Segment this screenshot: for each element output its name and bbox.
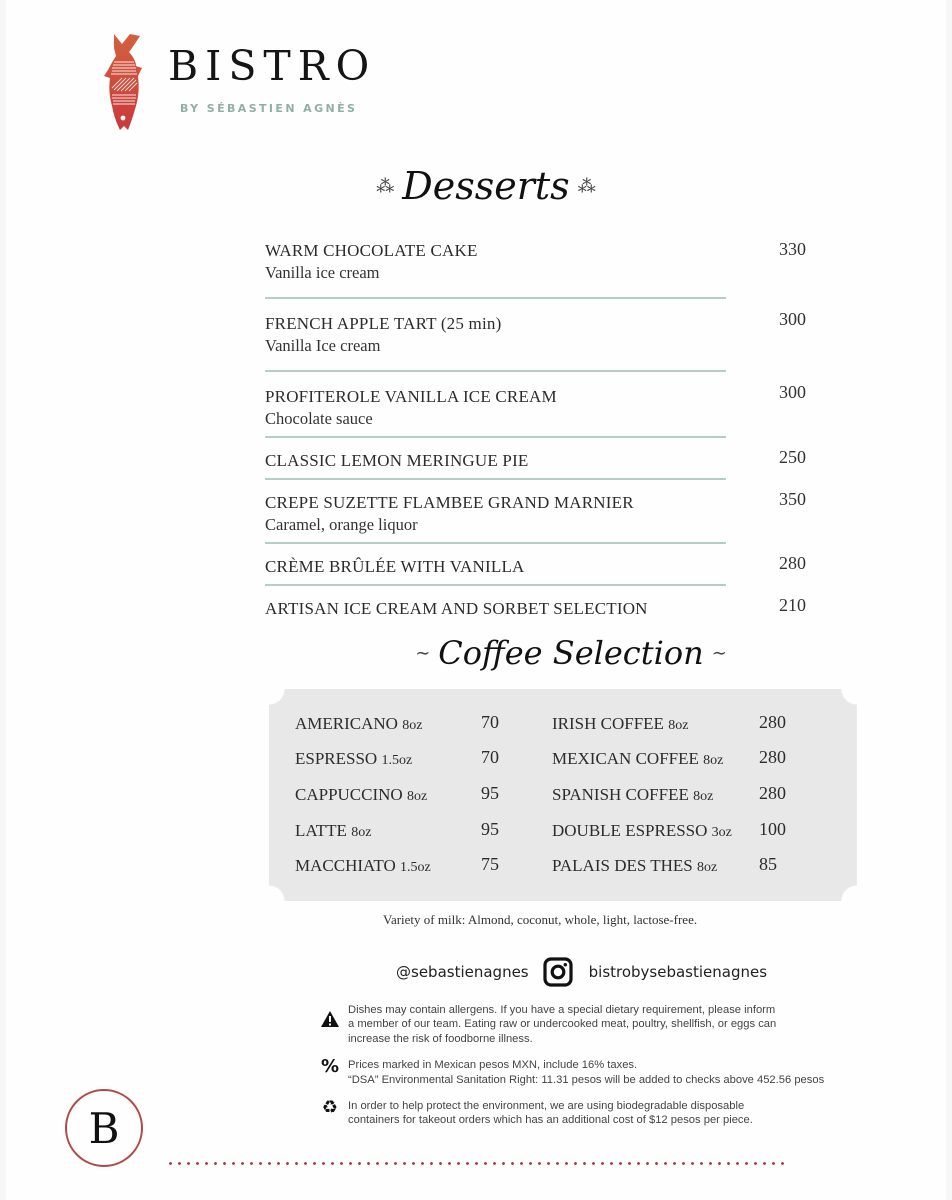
percent-icon: % [320,1055,340,1077]
coffee-name: PALAIS DES THES [552,856,693,875]
note-line: increase the risk of foodborne illness. [348,1032,533,1045]
coffee-name: ESPRESSO [295,749,378,768]
dessert-price: 210 [779,595,806,615]
ornament-left-icon: ⁂ [376,175,395,197]
dessert-price: 350 [779,489,806,509]
note-line: Prices marked in Mexican pesos MXN, include 16% taxes. [348,1059,638,1072]
dessert-description: Vanilla ice cream [265,263,380,282]
coffee-size: 8oz [351,825,372,840]
coffee-price: 280 [759,747,786,767]
coffee-price: 85 [759,854,777,874]
coffee-title: Coffee Selection [438,634,704,672]
desserts-list [265,234,825,626]
dessert-name: WARM CHOCOLATE CAKE [265,241,478,260]
dessert-price: 300 [779,382,806,402]
coffee-size: 8oz [693,789,714,804]
dessert-item [265,438,806,480]
dessert-description: Vanilla Ice cream [265,336,381,355]
dessert-price: 250 [779,447,806,467]
recycle-icon: ♻ [321,1096,339,1118]
coffee-item [552,785,802,809]
coffee-name: MACCHIATO [295,856,396,875]
coffee-item [295,749,505,773]
coffee-price: 70 [481,747,499,767]
dotted-divider [166,1162,786,1165]
coffee-item [552,749,802,773]
note-line: Dishes may contain allergens. If you have a special dietary requirement, please inform [348,1004,776,1016]
dessert-name: CLASSIC LEMON MERINGUE PIE [265,451,529,470]
note-line: In order to help protect the environment, we are using biodegradable disposable [348,1100,745,1113]
coffee-size: 1.5oz [400,860,431,875]
social-account[interactable]: bistrobysebastienagnes [588,963,768,981]
dessert-item [265,299,806,372]
coffee-size: 8oz [406,789,428,804]
desserts-title: Desserts [402,164,570,208]
coffee-item [552,821,802,845]
dessert-description: Chocolate sauce [265,409,373,428]
dessert-item [265,234,806,299]
note-line: “DSA” Environmental Sanitation Right: 11.31 pesos will be added to checks above 452.56 pesos [348,1073,825,1086]
coffee-price: 95 [481,819,499,839]
coffee-size: 8oz [697,860,718,875]
dessert-item [265,544,806,586]
brand-badge: B [65,1089,143,1167]
dessert-name: CREPE SUZETTE FLAMBEE GRAND MARNIER [265,493,634,512]
dessert-price: 300 [779,309,806,329]
dessert-item [265,372,806,438]
notes-section [320,1003,890,1138]
coffee-price: 75 [481,854,499,874]
instagram-icon[interactable] [543,957,573,987]
dessert-name: PROFITEROLE VANILLA ICE CREAM [265,387,557,406]
dessert-name: ARTISAN ICE CREAM AND SORBET SELECTION [265,599,648,618]
dessert-item [265,586,806,626]
coffee-name: MEXICAN COFFEE [552,749,699,768]
coffee-item [295,714,505,738]
dessert-description: Caramel, orange liquor [265,515,418,534]
dessert-name: FRENCH APPLE TART (25 min) [265,314,502,333]
warning-icon [320,1009,340,1029]
note-line: containers for takeout orders which has an additional cost of $12 pesos per piece. [348,1114,753,1127]
coffee-size: 8oz [668,718,689,733]
desserts-heading [346,158,626,214]
dessert-name: CRÈME BRÛLÉE WITH VANILLA [265,557,525,576]
social-row [396,955,767,989]
environment-note [320,1096,890,1128]
coffee-price: 280 [759,783,786,803]
coffee-size: 8oz [402,718,423,733]
brand-title: BISTRO [168,42,377,90]
prices-note [320,1055,890,1087]
dessert-price: 330 [779,239,806,259]
coffee-name: CAPPUCCINO [295,785,403,804]
swash-right-icon: ∼ [711,642,727,664]
coffee-item [295,785,505,809]
coffee-size: 8oz [703,753,724,768]
social-handle[interactable]: @sebastienagnes [396,963,529,981]
coffee-item [295,856,505,880]
coffee-heading [376,628,766,678]
coffee-price: 280 [759,712,786,732]
note-line: a member of our team. Eating raw or undercooked meat, poultry, shellfish, or eggs can [348,1018,777,1031]
dessert-price: 280 [779,553,806,573]
coffee-size: 3oz [711,825,732,840]
coffee-name: DOUBLE ESPRESSO [552,821,708,840]
coffee-item [552,856,802,880]
coffee-name: AMERICANO [295,714,398,733]
coffee-size: 1.5oz [381,753,413,768]
milk-note: Variety of milk: Almond, coconut, whole, light, lactose-free. [383,912,698,927]
brand-subtitle: BY SÉBASTIEN AGNÈS [180,102,358,115]
coffee-item [552,714,802,738]
dessert-item [265,480,806,544]
allergen-note [320,1003,890,1046]
coffee-name: SPANISH COFFEE [552,785,689,804]
coffee-name: IRISH COFFEE [552,714,664,733]
coffee-price: 100 [759,819,786,839]
coffee-name: LATTE [295,821,347,840]
coffee-price: 70 [481,712,499,732]
fish-logo-icon [102,32,146,134]
swash-left-icon: ∼ [415,642,431,664]
ornament-right-icon: ⁂ [577,175,596,197]
menu-page [6,0,946,1200]
coffee-price: 95 [481,783,499,803]
coffee-item [295,821,505,845]
